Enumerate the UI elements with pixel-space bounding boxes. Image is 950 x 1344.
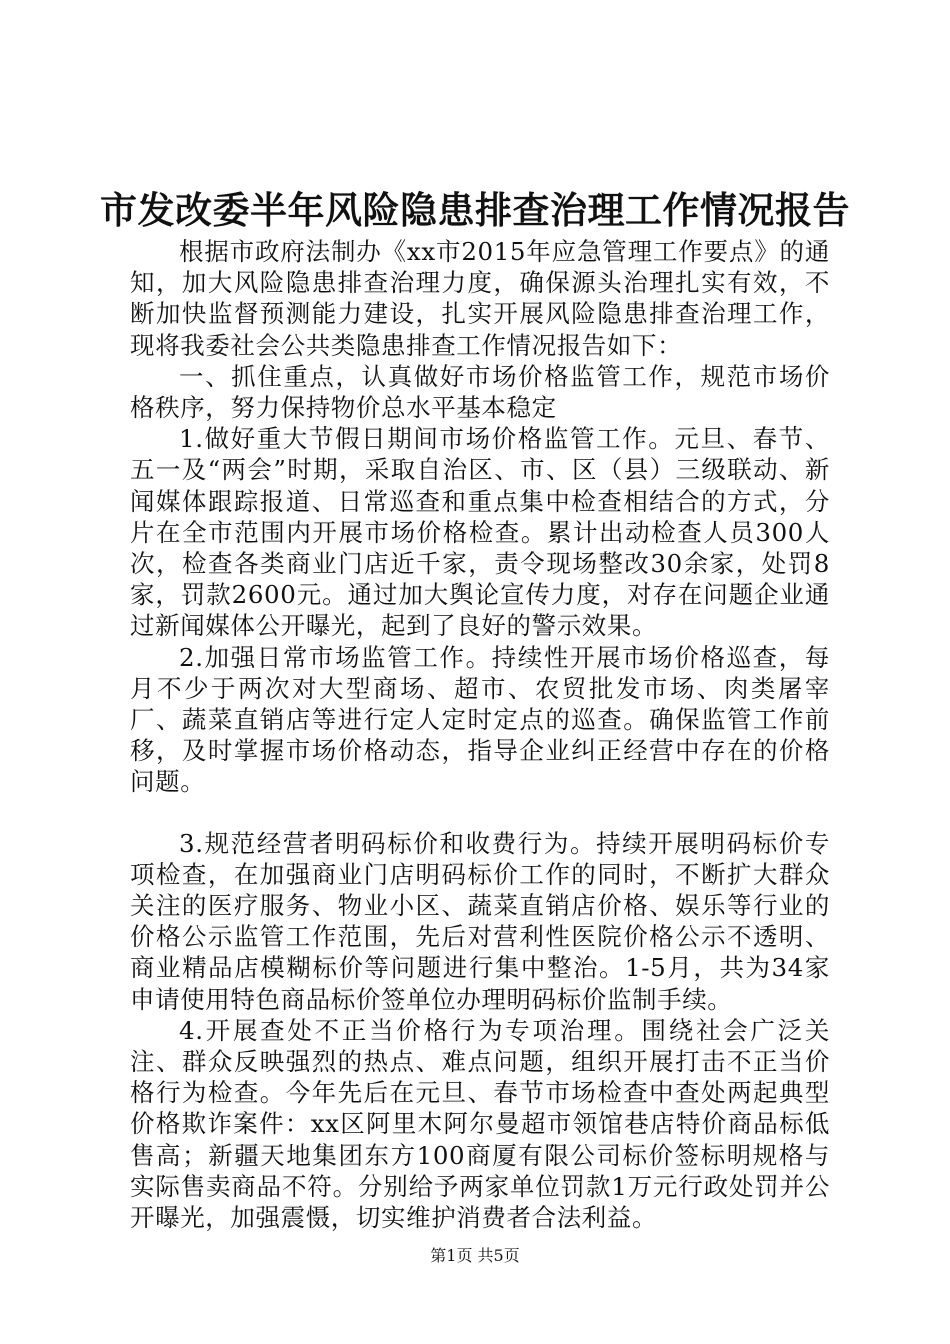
document-title: 市发改委半年风险隐患排查治理工作情况报告 (100, 188, 850, 232)
item-3-paragraph: 3.规范经营者明码标价和收费行为。持续开展明码标价专项检查，在加强商业门店明码标价工作的同时，不断扩大群众关注的医疗服务、物业小区、蔬菜直销店价格、娱乐等行业的价格公示监管工作范围，先后对营利性医院价格公示不透明、商业精品店模糊标价等问题进行集中整治。1-5月，共为34家申请使用特色商品标价签单位办理明码标价监制手续。 (130, 828, 830, 1014)
item-4-paragraph: 4.开展查处不正当价格行为专项治理。围绕社会广泛关注、群众反映强烈的热点、难点问题，组织开展打击不正当价格行为检查。今年先后在元旦、春节市场检查中查处两起典型价格欺诈案件：xx区阿里木阿尔曼超市领馆巷店特价商品标低售高；新疆天地集团东方100商厦有限公司标价签标明规格与实际售卖商品不符。分别给予两家单位罚款1万元行政处罚并公开曝光，加强震慑，切实维护消费者合法利益。 (130, 1015, 830, 1233)
document-body (130, 236, 830, 1233)
item-1-paragraph: 1.做好重大节假日期间市场价格监管工作。元旦、春节、五一及“两会”时期，采取自治区、市、区（县）三级联动、新闻媒体跟踪报道、日常巡查和重点集中检查相结合的方式，分片在全市范围内开展市场价格检查。累计出动检查人员300人次，检查各类商业门店近千家，责令现场整改30余家，处罚8家，罚款2600元。通过加大舆论宣传力度，对存在问题企业通过新闻媒体公开曝光，起到了良好的警示效果。 (130, 424, 830, 641)
paragraph-gap (130, 798, 830, 828)
page-number-footer: 第1页 共5页 (430, 1246, 520, 1265)
item-2-paragraph: 2.加强日常市场监管工作。持续性开展市场价格巡查，每月不少于两次对大型商场、超市、农贸批发市场、肉类屠宰厂、蔬菜直销店等进行定人定时定点的巡查。确保监管工作前移，及时掌握市场价格动态，指导企业纠正经营中存在的价格问题。 (130, 642, 830, 797)
section-heading-paragraph: 一、抓住重点，认真做好市场价格监管工作，规范市场价格秩序，努力保持物价总水平基本稳定 (130, 361, 830, 423)
intro-paragraph: 根据市政府法制办《xx市2015年应急管理工作要点》的通知，加大风险隐患排查治理力度，确保源头治理扎实有效，不断加快监督预测能力建设，扎实开展风险隐患排查治理工作，现将我委社会公共类隐患排查工作情况报告如下： (130, 237, 830, 360)
